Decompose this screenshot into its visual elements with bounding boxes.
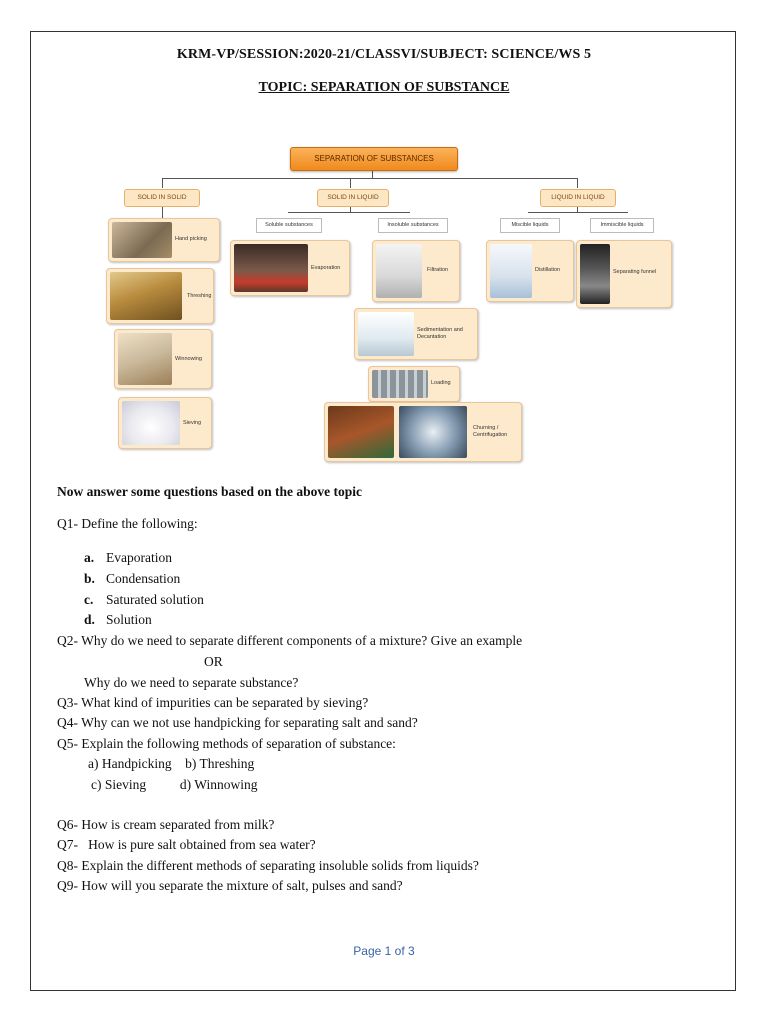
method-separating-funnel bbox=[576, 240, 672, 308]
q8-text: Q8- Explain the different methods of separating insoluble solids from liquids? bbox=[57, 858, 479, 873]
method-hand-picking bbox=[108, 218, 220, 262]
filtration-image bbox=[376, 244, 422, 298]
method-threshing bbox=[106, 268, 214, 324]
method-evaporation bbox=[230, 240, 350, 296]
category-solid-in-solid: SOLID IN SOLID bbox=[124, 189, 200, 207]
q1-item-d-letter: d. bbox=[84, 612, 95, 627]
sub-insoluble: Insoluble substances bbox=[378, 218, 448, 233]
root-connector bbox=[372, 170, 373, 178]
sub-immiscible: Immiscible liquids bbox=[590, 218, 654, 233]
q2-text: Q2- Why do we need to separate different components of a mixture? Give an example bbox=[57, 633, 523, 648]
q9-text: Q9- How will you separate the mixture of salt, pulses and sand? bbox=[57, 878, 403, 893]
q5-text: Q5- Explain the following methods of separation of substance: bbox=[57, 736, 396, 751]
churning-label: Churning / Centrifugation bbox=[473, 425, 508, 438]
winnowing-image bbox=[118, 333, 172, 385]
q2-or: OR bbox=[204, 654, 223, 669]
filtration-label: Filtration bbox=[427, 267, 449, 273]
q1-item-a-letter: a. bbox=[84, 550, 95, 565]
q5-row2: c) Sieving d) Winnowing bbox=[91, 777, 258, 792]
separation-diagram bbox=[100, 142, 678, 464]
q4-text: Q4- Why can we not use handpicking for separating salt and sand? bbox=[57, 715, 418, 730]
q1-text: Q1- Define the following: bbox=[57, 516, 198, 531]
topic-text: TOPIC: SEPARATION OF SUBSTANCE bbox=[258, 80, 510, 95]
root-node: SEPARATION OF SUBSTANCES bbox=[290, 147, 458, 171]
q1-item-b-text: Condensation bbox=[106, 571, 181, 586]
q6-text: Q6- How is cream separated from milk? bbox=[57, 817, 275, 832]
evaporation-label: Evaporation bbox=[311, 265, 341, 271]
q2-alt: Why do we need to separate substance? bbox=[84, 675, 299, 690]
separating-funnel-image bbox=[580, 244, 610, 304]
method-sieving bbox=[118, 397, 212, 449]
hand-picking-label: Hand picking bbox=[175, 236, 207, 242]
category-bar bbox=[162, 178, 577, 179]
solid-solid-stem bbox=[162, 206, 163, 218]
q1-item-a bbox=[84, 550, 172, 566]
sedimentation-image bbox=[358, 312, 414, 356]
sub-miscible: Miscible liquids bbox=[500, 218, 560, 233]
distillation-image bbox=[490, 244, 532, 298]
worksheet-header: KRM-VP/SESSION:2020-21/CLASSVI/SUBJECT: SCIENCE/WS 5 bbox=[176, 47, 592, 62]
category-liquid-in-liquid: LIQUID IN LIQUID bbox=[540, 189, 616, 207]
separating-funnel-label: Separating funnel bbox=[613, 269, 657, 275]
questions-heading: Now answer some questions based on the above topic bbox=[57, 484, 363, 499]
q1-item-d-text: Solution bbox=[106, 612, 152, 627]
q5-row1: a) Handpicking b) Threshing bbox=[88, 756, 255, 771]
winnowing-label: Winnowing bbox=[175, 356, 202, 362]
sub-soluble: Soluble substances bbox=[256, 218, 322, 233]
method-filtration bbox=[372, 240, 460, 302]
hand-picking-image bbox=[112, 222, 172, 258]
q1-item-b-letter: b. bbox=[84, 571, 95, 586]
evaporation-image bbox=[234, 244, 308, 292]
method-loading bbox=[368, 366, 460, 402]
q1-item-a-text: Evaporation bbox=[106, 550, 172, 565]
q1-item-c-letter: c. bbox=[84, 592, 94, 607]
centrifuge-image bbox=[399, 406, 467, 458]
q3-text: Q3- What kind of impurities can be separated by sieving? bbox=[57, 695, 369, 710]
topic-title bbox=[0, 80, 768, 96]
q1-item-b bbox=[84, 571, 180, 587]
solid-liquid-bar bbox=[288, 212, 410, 213]
q1-item-d bbox=[84, 612, 152, 628]
liquid-liquid-bar bbox=[528, 212, 628, 213]
cat3-connector bbox=[577, 178, 578, 188]
sieving-image bbox=[122, 401, 180, 445]
q7-text: Q7- How is pure salt obtained from sea water? bbox=[57, 837, 316, 852]
method-sedimentation bbox=[354, 308, 478, 360]
cat1-connector bbox=[162, 178, 163, 188]
cat2-connector bbox=[350, 178, 351, 188]
method-winnowing bbox=[114, 329, 212, 389]
loading-label: Loading bbox=[431, 380, 451, 386]
q1-item-c bbox=[84, 592, 204, 608]
q1-item-c-text: Saturated solution bbox=[106, 592, 204, 607]
churning-image bbox=[328, 406, 394, 458]
method-distillation bbox=[486, 240, 574, 302]
method-churning bbox=[324, 402, 522, 462]
sedimentation-label: Sedimentation and Decantation bbox=[417, 327, 463, 340]
sieving-label: Sieving bbox=[183, 420, 202, 426]
threshing-label: Threshing bbox=[187, 293, 212, 299]
page-number: Page 1 of 3 bbox=[353, 944, 415, 958]
threshing-image bbox=[110, 272, 182, 320]
category-solid-in-liquid: SOLID IN LIQUID bbox=[317, 189, 389, 207]
loading-image bbox=[372, 370, 428, 398]
distillation-label: Distillation bbox=[535, 267, 561, 273]
